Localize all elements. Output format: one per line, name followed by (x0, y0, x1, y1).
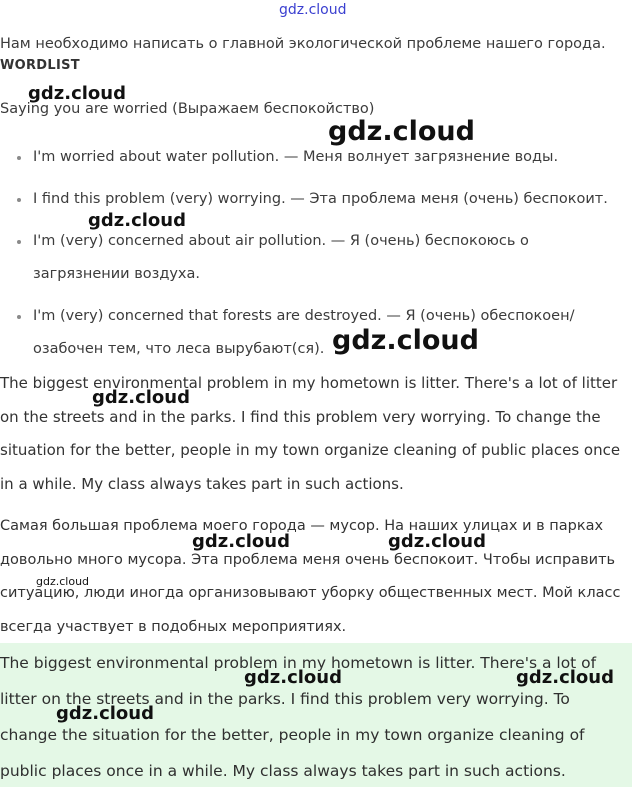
paragraph-english: The biggest environmental problem in my hometown is litter. There's a lot of litter on the streets and in the parks. I find this problem very worrying. To change the situation for the better, people in my town organize cleaning of public places once in a while. My class always takes part in such actions. (0, 374, 621, 493)
watermark: gdz.cloud (192, 531, 290, 552)
watermark: gdz.cloud (36, 575, 90, 588)
list-item (0, 225, 630, 291)
list-item (0, 141, 630, 174)
phrase-text: I'm worried about water pollution. — Меня волнует загрязнение воды. (33, 149, 559, 165)
bullet-icon (17, 198, 21, 202)
phrase-text: I find this problem (very) worrying. — Эта проблема меня (очень) беспокоит. (33, 191, 608, 207)
intro-text: Нам необходимо написать о главной экологической проблеме нашего города. (0, 36, 606, 52)
watermark: gdz.cloud (332, 325, 479, 356)
phrase-text: I'm (very) concerned about air pollution. — Я (очень) беспокоюсь о загрязнении воздуха. (33, 233, 529, 282)
watermark: gdz.cloud (92, 387, 190, 408)
paragraph-russian: Самая большая проблема моего города — мусор. На наших улицах и в парках довольно много мусора. Эта проблема меня очень беспокоит. Чтобы исправить ситуацию, люди иногда организовывают уборку общественных мест. Мой класс всегда участвует в подобных мероприятиях. (0, 518, 621, 635)
wordlist-heading: WORDLIST (0, 58, 80, 73)
bullet-icon (17, 156, 21, 160)
phrase-text: I'm (very) concerned that forests are destroyed. — Я (очень) обеспокоен/озабочен тем, что леса вырубают(ся). (33, 308, 575, 357)
bullet-icon (17, 315, 21, 319)
wordlist-subheading: Saying you are worried (Выражаем беспокойство) (0, 101, 375, 117)
watermark: gdz.cloud (88, 210, 186, 231)
watermark: gdz.cloud (244, 667, 342, 688)
watermark: gdz.cloud (328, 116, 475, 147)
watermark: gdz.cloud (56, 703, 154, 724)
watermark: gdz.cloud (516, 667, 614, 688)
phrase-list (0, 141, 630, 375)
header-watermark: gdz.cloud (279, 2, 347, 18)
list-item (0, 300, 630, 366)
watermark: gdz.cloud (28, 83, 126, 104)
answer-text: The biggest environmental problem in my hometown is litter. There's a lot of litter on the streets and in the parks. I find this problem very worrying. To change the situation for the better, people in my town organize cleaning of public places once in a while. My class always takes part in such actions. (0, 654, 597, 780)
bullet-icon (17, 240, 21, 244)
watermark: gdz.cloud (388, 531, 486, 552)
